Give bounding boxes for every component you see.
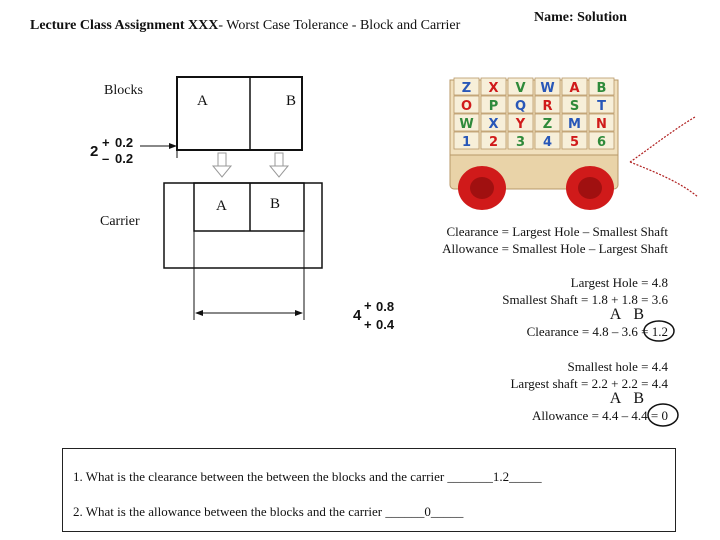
letter-block-glyph: 4	[542, 135, 553, 150]
toy-block-wagon-picture	[440, 62, 702, 222]
clearance-ab-labels	[610, 306, 656, 324]
letter-block-glyph: M	[568, 117, 581, 132]
carrier-outline	[164, 183, 322, 268]
carrier-tolerance-plus-sign: +	[364, 298, 372, 313]
block-b-label: B	[286, 93, 297, 109]
allowance-result-value: 0	[661, 408, 668, 423]
left-wheel	[458, 166, 506, 210]
letter-block-glyph: X	[488, 81, 499, 96]
carrier-tolerance-base: 4	[353, 307, 362, 324]
allowance-b-label: B	[633, 390, 656, 407]
block-tolerance-plus: 0.2	[115, 135, 134, 150]
question-2: 2. What is the allowance between the blocks and the carrier ______0_____	[73, 504, 464, 519]
carrier-tolerance-plus: 0.8	[376, 299, 395, 314]
letter-block-glyph: X	[488, 117, 499, 132]
letter-block-glyph: V	[515, 81, 526, 96]
pull-string	[630, 117, 698, 197]
blocks-label: Blocks	[104, 83, 143, 98]
question-1: 1. What is the clearance between the between the blocks and the carrier _______1.2_____	[73, 469, 542, 484]
letter-block-glyph: 6	[596, 135, 607, 150]
letter-block-glyph: W	[459, 117, 474, 132]
block-tolerance-minus-sign: –	[102, 151, 110, 166]
largest-shaft-line: Largest shaft = 2.2 + 2.2 = 4.4	[510, 376, 668, 391]
smallest-shaft-line: Smallest Shaft = 1.8 + 1.8 = 3.6	[502, 292, 668, 307]
carrier-pocket	[194, 183, 304, 231]
questions-box	[62, 448, 676, 532]
letter-block-glyph: Z	[542, 117, 553, 132]
largest-hole-line: Largest Hole = 4.8	[570, 275, 668, 290]
allowance-result-prefix: Allowance = 4.4 – 4.4 =	[532, 408, 659, 423]
block-tolerance-plus-sign: +	[102, 135, 110, 150]
carrier-b-label: B	[270, 196, 281, 212]
block-tolerance-base: 2	[90, 143, 99, 160]
clearance-b-label: B	[633, 306, 656, 323]
allowance-result-line	[532, 408, 668, 424]
letter-block-glyph: 3	[515, 135, 526, 150]
letter-block-glyph: 2	[488, 135, 499, 150]
allowance-definition: Allowance = Smallest Hole – Largest Shaft	[442, 241, 668, 256]
title-subtitle: - Worst Case Tolerance - Block and Carrier	[218, 18, 461, 33]
letter-block-glyph: O	[460, 99, 473, 114]
block-tolerance-minus: 0.2	[115, 151, 134, 166]
allowance-a-label: A	[609, 390, 634, 407]
clearance-definition: Clearance = Largest Hole – Smallest Shaft	[446, 224, 668, 239]
clearance-result-line	[527, 324, 668, 340]
letter-block-glyph: R	[542, 99, 553, 114]
letter-block-glyph: N	[596, 117, 607, 132]
smallest-hole-line: Smallest hole = 4.4	[567, 359, 668, 374]
down-arrow-b	[270, 153, 288, 177]
right-wheel	[566, 166, 614, 210]
block-a-label: A	[197, 93, 208, 109]
block-a-outline	[177, 77, 302, 150]
letter-block-glyph: Z	[461, 81, 472, 96]
letter-block-glyph: P	[488, 99, 499, 114]
clearance-a-label: A	[609, 306, 634, 323]
letter-block-glyph: T	[597, 99, 606, 114]
letter-block-glyph: S	[569, 99, 580, 114]
carrier-tolerance-minus: 0.4	[376, 317, 395, 332]
letter-block-glyph: B	[596, 81, 607, 96]
carrier-label: Carrier	[100, 214, 140, 229]
letter-block-glyph: Y	[515, 117, 526, 132]
wagon-illustration	[440, 62, 702, 222]
carrier-tolerance-minus-sign: +	[364, 317, 372, 332]
letter-block-glyph: 1	[461, 135, 472, 150]
letter-block-glyph: 5	[569, 135, 580, 150]
down-arrow-a	[213, 153, 231, 177]
allowance-ab-labels	[610, 390, 656, 408]
title-main: Lecture Class Assignment XXX	[30, 18, 219, 33]
clearance-result-prefix: Clearance = 4.8 – 3.6 =	[526, 324, 649, 339]
clearance-result-value: 1.2	[651, 324, 668, 339]
letter-block-glyph: W	[540, 81, 555, 96]
carrier-a-label: A	[216, 198, 227, 214]
letter-block-glyph: A	[569, 81, 580, 96]
letter-block-glyph: Q	[514, 99, 527, 114]
student-name: Name: Solution	[534, 10, 627, 25]
